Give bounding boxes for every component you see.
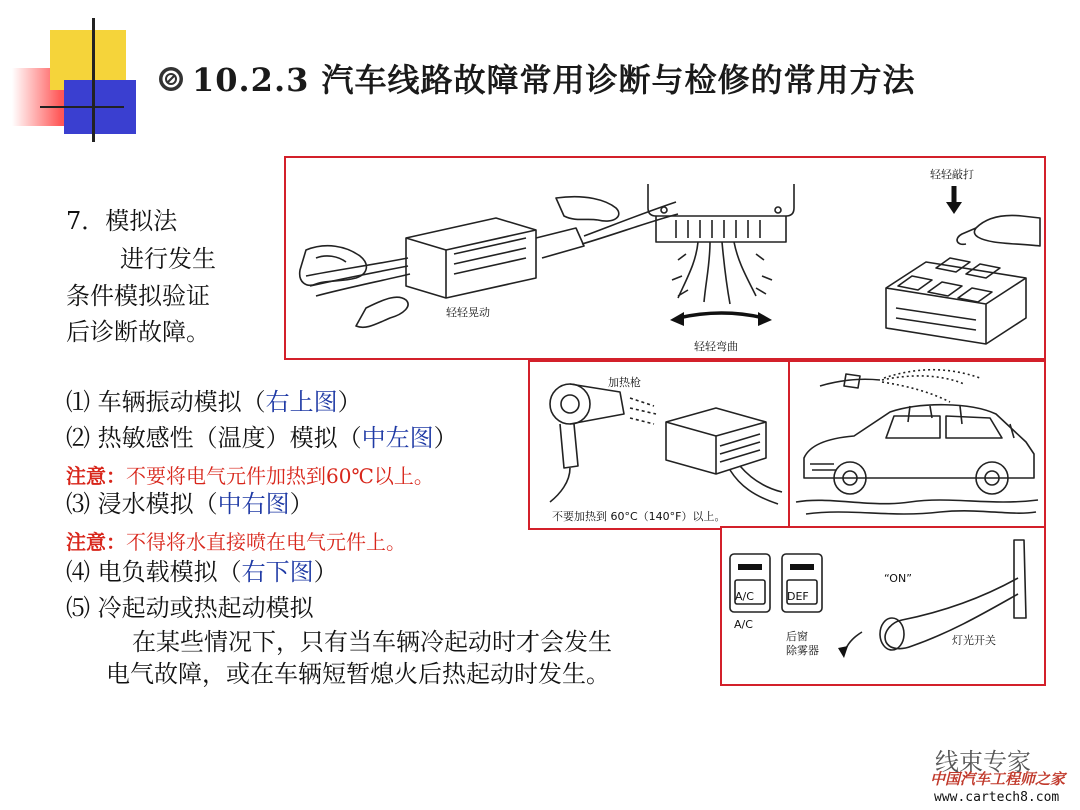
list-item-number: ⑶ [66,490,90,518]
label-heat-gun: 加热枪 [608,376,641,389]
method-heading: 7．模拟法 [66,207,178,235]
note-label: 注意： [66,530,126,554]
list-item-close: ） [337,388,362,416]
note-water [66,526,406,555]
water-illustration [790,362,1044,528]
figure-reference: 右上图 [265,388,338,416]
label-bend: 轻轻弯曲 [694,340,738,353]
label-ac-switch: A/C [735,590,754,603]
list-item-water [66,490,314,519]
vibration-illustration [286,158,1044,358]
paragraph-line-2: 电气故障，或在车辆短暂熄火后热起动时发生。 [106,660,610,688]
label-light-switch: 灯光开关 [952,634,996,647]
figure-reference: 中左图 [361,424,434,452]
list-item-vibration [66,388,362,417]
figure-reference: 中右图 [217,490,290,518]
note-text: 不得将水直接喷在电气元件上。 [126,530,406,554]
figure-reference: 右下图 [241,558,314,586]
figure-water [788,360,1046,530]
electrical-load-illustration [722,528,1044,684]
label-heat-caption: 不要加热到 60°C（140°F）以上。 [552,510,726,523]
intro-line-2: 条件模拟验证 [66,282,210,310]
list-item-number: ⑴ [66,388,90,416]
list-item-text: 热敏感性（温度）模拟（ [97,424,362,452]
list-item-text: 车辆振动模拟（ [97,388,266,416]
intro-line-1: 进行发生 [120,245,216,273]
decor-vertical-line [92,18,95,142]
note-text: 不要将电气元件加热到60℃以上。 [126,464,434,488]
note-heat [66,460,434,489]
paragraph-line-1: 在某些情况下，只有当车辆冷起动时才会发生 [132,628,612,656]
list-item-close: ） [289,490,314,518]
watermark-brand: 线束专家 [935,748,1031,776]
list-item-text: 冷起动或热起动模拟 [97,594,314,622]
label-ac-below: A/C [734,618,753,631]
label-on: “ON” [884,572,912,585]
list-item-text: 电负载模拟（ [97,558,242,586]
note-label: 注意： [66,464,126,488]
label-shake: 轻轻晃动 [446,306,490,319]
figure-heat [528,360,790,530]
decor-horizontal-line [40,106,124,108]
list-item-cold-hot-start [66,594,314,623]
figure-electrical-load [720,526,1046,686]
figure-vibration [284,156,1046,360]
list-item-number: ⑵ [66,424,90,452]
watermark-site-name: 中国汽车工程师之家 [930,770,1066,788]
intro-line-3: 后诊断故障。 [66,318,210,346]
title-bullet-icon [158,66,184,92]
watermark-url: www.cartech8.com [934,790,1060,805]
list-item-electrical-load [66,558,338,587]
list-item-close: ） [313,558,338,586]
label-rear-defogger: 后窗 除雾器 [786,630,819,658]
heat-illustration [530,362,788,528]
list-item-heat [66,424,458,453]
label-def-switch: DEF [787,590,809,603]
page-title: 10.2.3 汽车线路故障常用诊断与检修的常用方法 [192,61,916,99]
list-item-number: ⑷ [66,558,90,586]
list-item-close: ） [433,424,458,452]
label-tap: 轻轻敲打 [930,168,974,181]
list-item-text: 浸水模拟（ [97,490,218,518]
list-item-number: ⑸ [66,594,90,622]
